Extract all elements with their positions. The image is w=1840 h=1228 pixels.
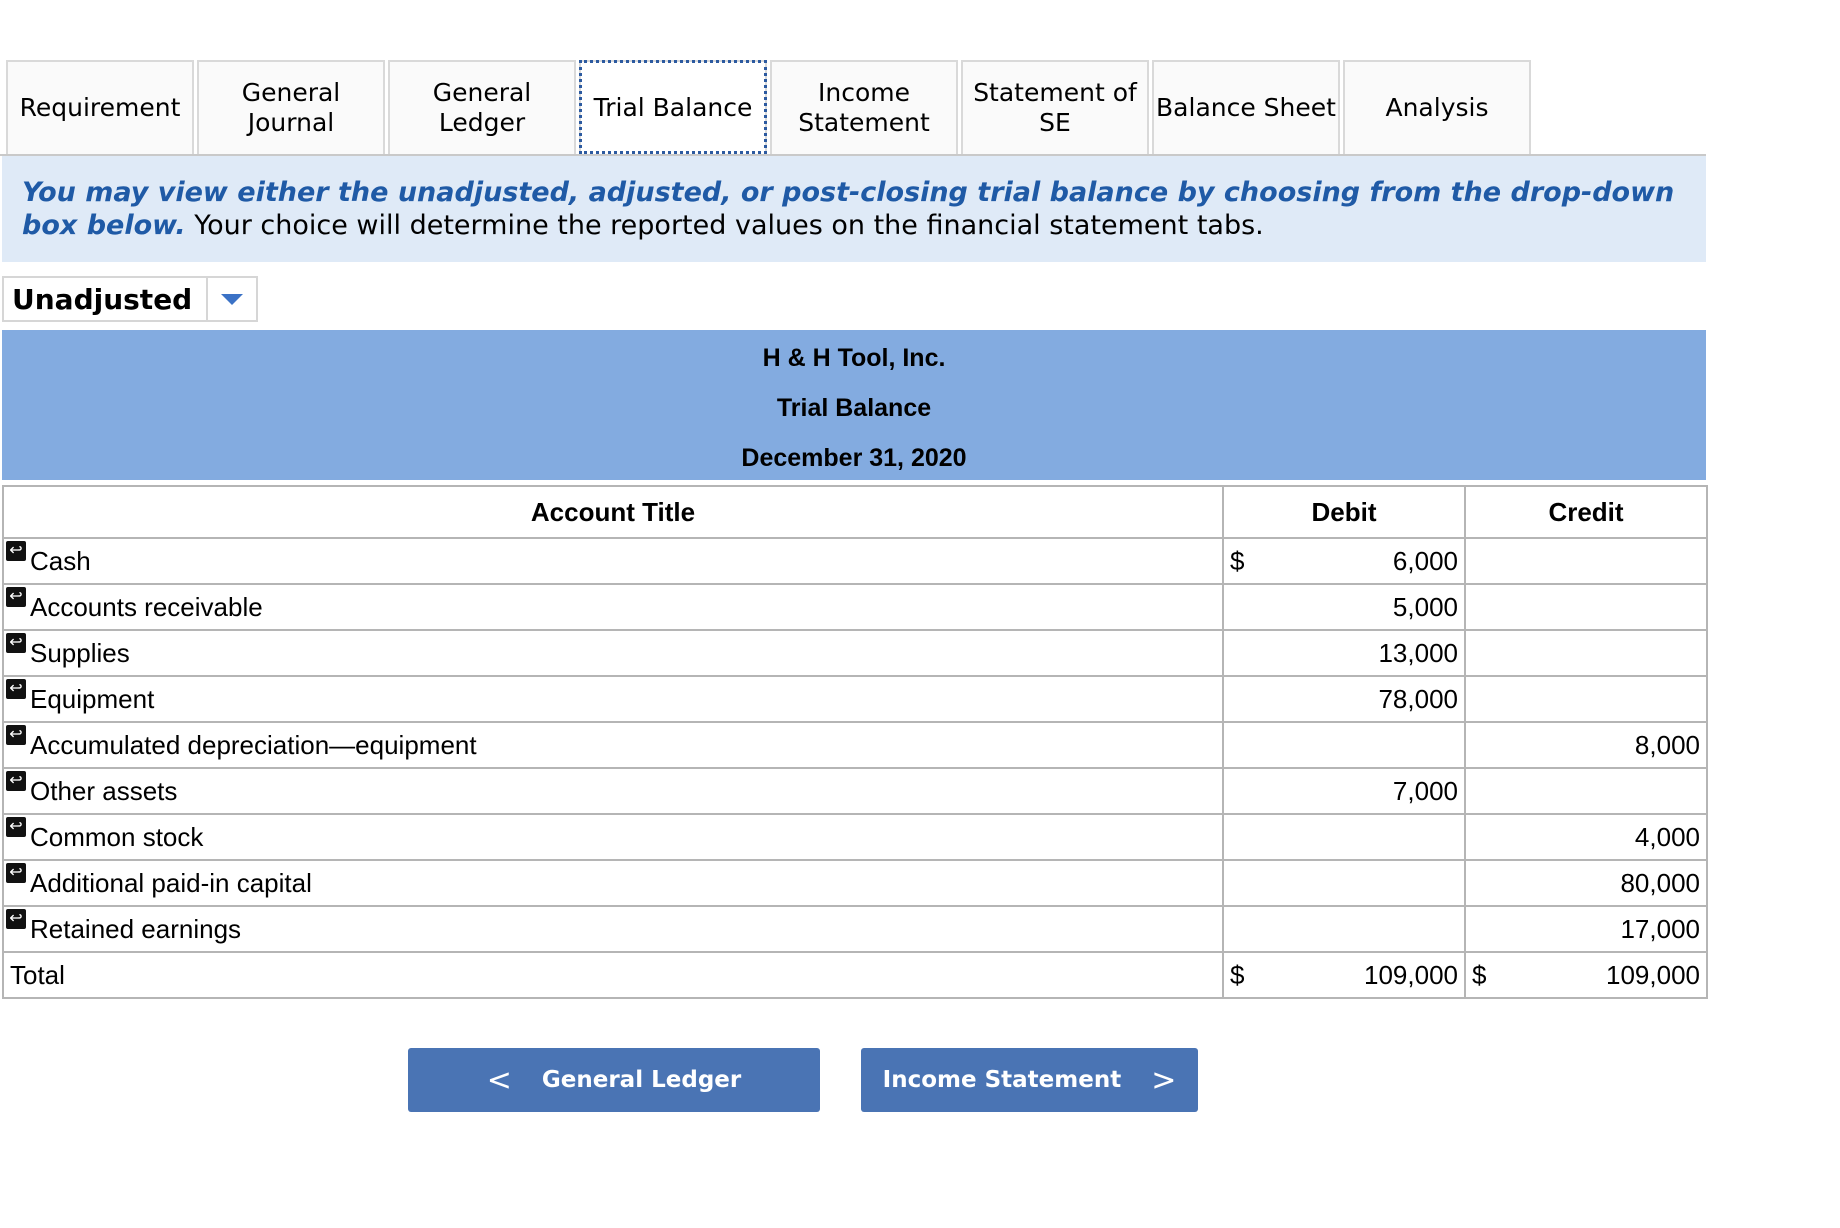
statement-date: December 31, 2020 [741,444,967,472]
account-title: Common stock [30,821,204,852]
credit-cell [1465,768,1707,814]
debit-value: 78,000 [1378,683,1458,714]
credit-cell [1465,584,1707,630]
account-title: Cash [30,545,91,576]
account-cell [3,676,1223,722]
account-title: Retained earnings [30,913,242,944]
account-cell [3,538,1223,584]
tab-balance-sheet[interactable]: Balance Sheet [1152,60,1340,154]
credit-cell [1465,676,1707,722]
debit-value: 7,000 [1392,775,1458,806]
total-credit: 109,000 [1606,959,1700,990]
chevron-right-icon: > [1151,1062,1177,1098]
flag-icon: ↩ [6,541,26,561]
flag-icon: ↩ [6,679,26,699]
account-title: Additional paid-in capital [30,867,312,898]
table-row [3,860,1707,906]
tab-bar [6,60,1534,154]
debit-cell [1223,906,1465,952]
table-row [3,814,1707,860]
account-title: Supplies [30,637,130,668]
account-cell [3,722,1223,768]
total-debit: 109,000 [1364,959,1458,990]
instruction-text: Your choice will determine the reported values on the financial statement tabs. [185,210,1264,241]
credit-cell [1465,814,1707,860]
debit-cell [1223,722,1465,768]
debit-cell [1223,860,1465,906]
account-title: Equipment [30,683,155,714]
trial-balance-table [2,485,1708,999]
debit-cell [1223,584,1465,630]
flag-icon: ↩ [6,863,26,883]
tab-requirement[interactable]: Requirement [6,60,194,154]
credit-cell [1465,538,1707,584]
currency-symbol: $ [1230,546,1245,576]
credit-value: 80,000 [1620,867,1700,898]
col-account-title: Account Title [3,486,1223,538]
table-row [3,722,1707,768]
tab-general-ledger[interactable]: General Ledger [388,60,576,154]
dropdown-toggle[interactable] [206,278,256,320]
statement-title: Trial Balance [776,394,932,422]
next-income-statement-button[interactable] [861,1048,1198,1112]
select-value: Unadjusted [12,282,193,316]
flag-icon: ↩ [6,587,26,607]
company-name: H & H Tool, Inc. [762,344,946,372]
debit-cell [1223,538,1465,584]
total-row [3,952,1707,998]
debit-value: 13,000 [1378,637,1458,668]
credit-cell [1465,860,1707,906]
statement-header [2,330,1706,480]
table-header-row [3,486,1707,538]
table-row [3,584,1707,630]
credit-value: 8,000 [1634,729,1700,760]
table-row [3,768,1707,814]
instruction-banner [2,156,1706,262]
total-label: Total [3,952,1223,998]
table-row [3,538,1707,584]
account-cell [3,584,1223,630]
col-debit: Debit [1223,486,1465,538]
currency-symbol: $ [1230,960,1245,990]
next-button-label: Income Statement [882,1067,1122,1093]
tab-income-statement[interactable]: Income Statement [770,60,958,154]
account-cell [3,860,1223,906]
credit-cell [1465,630,1707,676]
credit-cell [1465,722,1707,768]
tab-trial-balance[interactable]: Trial Balance [579,60,767,154]
prev-general-ledger-button[interactable] [408,1048,820,1112]
prev-button-label: General Ledger [541,1067,742,1093]
chevron-left-icon: < [486,1062,512,1098]
credit-value: 4,000 [1634,821,1700,852]
debit-cell [1223,768,1465,814]
account-cell [3,906,1223,952]
credit-cell [1465,906,1707,952]
table-row [3,676,1707,722]
account-title: Accumulated depreciation—equipment [30,729,477,760]
flag-icon: ↩ [6,817,26,837]
tab-general-journal[interactable]: General Journal [197,60,385,154]
col-credit: Credit [1465,486,1707,538]
tab-statement-of-se[interactable]: Statement of SE [961,60,1149,154]
credit-value: 17,000 [1620,913,1700,944]
debit-cell [1223,630,1465,676]
flag-icon: ↩ [6,633,26,653]
debit-value: 5,000 [1392,591,1458,622]
instruction-emphasis: You may view either the unadjusted, adjusted, or post-closing trial balance by choosing from the drop-down box below. [22,177,1675,241]
table-row [3,906,1707,952]
account-cell [3,630,1223,676]
debit-value: 6,000 [1392,545,1458,576]
total-credit-cell [1465,952,1707,998]
flag-icon: ↩ [6,909,26,929]
flag-icon: ↩ [6,725,26,745]
debit-cell [1223,814,1465,860]
account-title: Other assets [30,775,178,806]
table-row [3,630,1707,676]
chevron-down-icon [221,294,243,305]
flag-icon: ↩ [6,771,26,791]
tab-analysis[interactable]: Analysis [1343,60,1531,154]
trial-balance-type-select[interactable] [2,276,258,322]
debit-cell [1223,676,1465,722]
account-cell [3,814,1223,860]
account-cell [3,768,1223,814]
currency-symbol: $ [1472,960,1487,990]
account-title: Accounts receivable [30,591,263,622]
total-debit-cell [1223,952,1465,998]
